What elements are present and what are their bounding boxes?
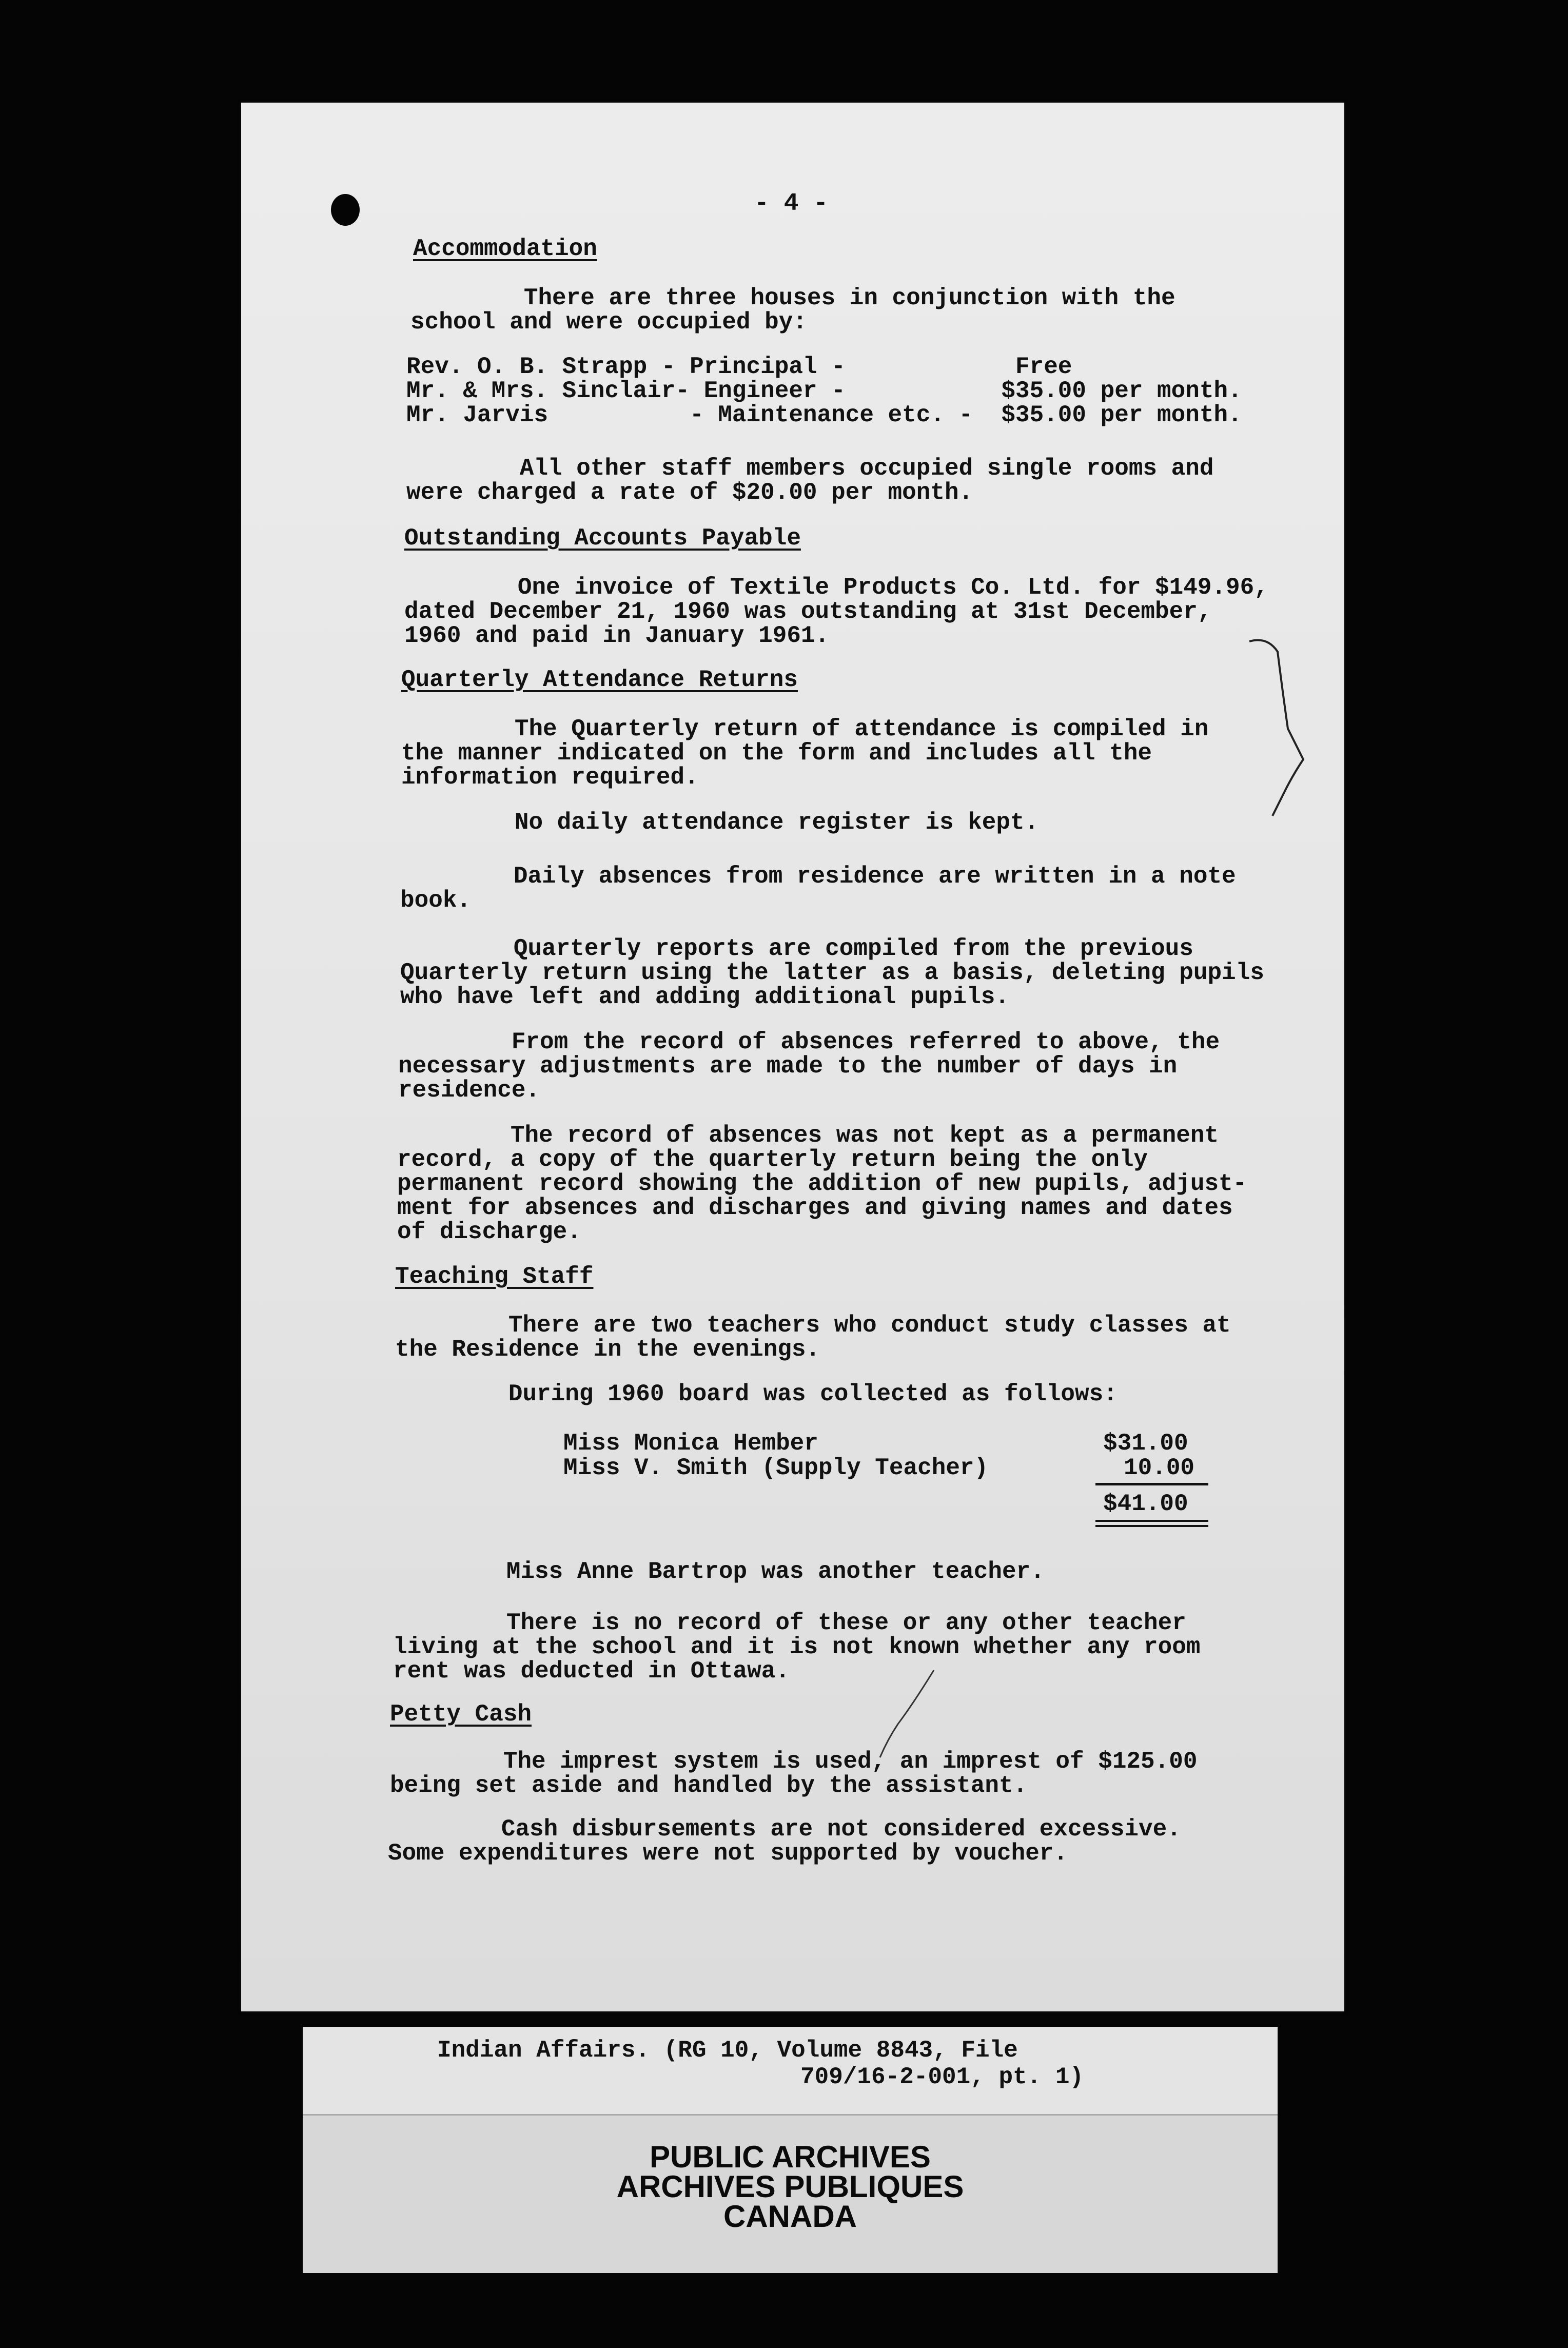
attendance-p5: From the record of absences referred to above, the necessary adjustments are made to the number of days in residence.	[398, 1029, 1220, 1104]
board-name-2: Miss V. Smith (Supply Teacher)	[563, 1455, 989, 1481]
margin-scribble	[1247, 626, 1308, 821]
heading-quarterly-attendance: Quarterly Attendance Returns	[401, 667, 798, 693]
board-amount-1: $31.00	[1103, 1430, 1188, 1457]
archive-reference-line-2: 709/16-2-001, pt. 1)	[800, 2064, 1084, 2090]
pen-stroke	[877, 1668, 939, 1760]
archive-stamp-line-3: CANADA	[723, 2199, 857, 2234]
board-total: $41.00	[1103, 1491, 1188, 1517]
archive-stamp-line-2: ARCHIVES PUBLIQUES	[616, 2169, 964, 2204]
archive-stamp-line-1: PUBLIC ARCHIVES	[650, 2140, 931, 2174]
board-total-rule-1	[1095, 1520, 1208, 1522]
teaching-p4: There is no record of these or any other teacher living at the school and it is not known whether any room rent was deducted in Ottawa.	[393, 1610, 1201, 1685]
petty-cash-p2: Cash disbursements are not considered excessive. Some expenditures were not supported by voucher.	[388, 1816, 1181, 1867]
page-number: - 4 -	[754, 190, 829, 218]
petty-cash-p1: The imprest system is used, an imprest of $125.00 being set aside and handled by the assistant.	[390, 1748, 1198, 1799]
document-page	[241, 103, 1344, 2011]
accommodation-occupants: Rev. O. B. Strapp - Principal - Free Mr. & Mrs. Sinclair- Engineer - $35.00 per month. Mr. Jarvis - Maintenance etc. - $35.00 per month.	[406, 354, 1242, 428]
attendance-p1: The Quarterly return of attendance is compiled in the manner indicated on the form and includes all the information required.	[401, 716, 1209, 791]
heading-accommodation: Accommodation	[413, 236, 597, 262]
heading-teaching-staff: Teaching Staff	[395, 1263, 594, 1290]
archive-reference-line-1: Indian Affairs. (RG 10, Volume 8843, File	[437, 2037, 1018, 2064]
teaching-p3: Miss Anne Bartrop was another teacher.	[393, 1558, 1045, 1585]
punch-hole	[331, 194, 360, 226]
teaching-p1: There are two teachers who conduct study classes at the Residence in the evenings.	[395, 1312, 1231, 1363]
board-subtotal-rule	[1095, 1483, 1208, 1485]
accommodation-others: All other staff members occupied single rooms and were charged a rate of $20.00 per month.	[406, 455, 1214, 506]
accounts-text: One invoice of Textile Products Co. Ltd. for $149.96, dated December 21, 1960 was outstanding at 31st December, 1960 and paid in January 1961.	[404, 574, 1268, 649]
archive-label	[303, 2027, 1278, 2273]
attendance-p6: The record of absences was not kept as a permanent record, a copy of the quarterly return being the only permanent record showing the addition of new pupils, adjust- ment for absences and discharges and giving names and dates of discharge.	[397, 1122, 1247, 1245]
board-name-1: Miss Monica Hember	[563, 1430, 818, 1457]
board-amount-2: 10.00	[1124, 1455, 1195, 1481]
accommodation-intro: There are three houses in conjunction with the school and were occupied by:	[410, 285, 1175, 336]
heading-outstanding-accounts: Outstanding Accounts Payable	[404, 525, 801, 552]
attendance-p2: No daily attendance register is kept.	[401, 809, 1039, 836]
board-total-rule-2	[1095, 1525, 1208, 1527]
teaching-p2: During 1960 board was collected as follows:	[395, 1381, 1118, 1407]
attendance-p3: Daily absences from residence are written in a note book.	[400, 863, 1236, 914]
heading-petty-cash: Petty Cash	[390, 1701, 532, 1728]
attendance-p4: Quarterly reports are compiled from the previous Quarterly return using the latter as a basis, deleting pupils who have left and adding additional pupils.	[400, 935, 1264, 1010]
